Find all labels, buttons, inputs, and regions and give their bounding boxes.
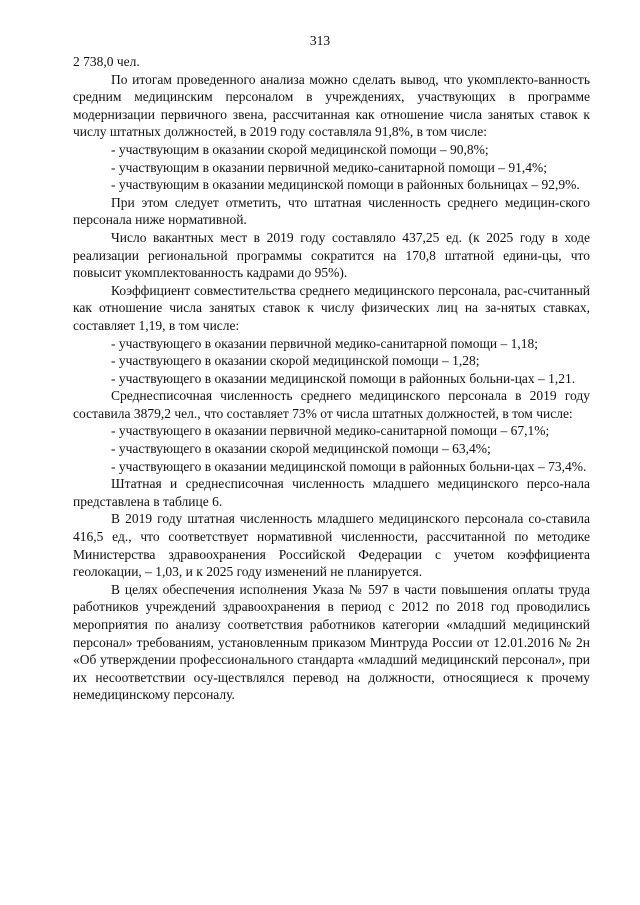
list-item: - участвующим в оказании скорой медицинской помощи – 90,8%;	[111, 141, 489, 157]
paragraph-6: При этом следует отметить, что штатная численность среднего медицин-ского персонала ниже нормативной.	[73, 194, 590, 228]
paragraph-18: В целях обеспечения исполнения Указа № 597 в части повышения оплаты труда работников учреждений здравоохранения в период с 2012 по 2018 год проводились мероприятия по анализу соответствия работников категории «младший медицинский персонал» требованиям, установленным приказом Минтруда России от 12.01.2016 № 2н «Об утверждении профессионального стандарта «младший медицинский персонал», при их несоответствии осу-ществлялся перевод на должности, относящиеся к прочему немедицинскому персоналу.	[73, 581, 590, 703]
list-item: - участвующего в оказании первичной медико-санитарной помощи – 67,1%;	[111, 423, 550, 439]
document-body	[73, 53, 590, 704]
list-item: - участвующего в оказании скорой медицинской помощи – 1,28;	[111, 353, 480, 369]
list-item: - участвующего в оказании скорой медицинской помощи – 63,4%;	[111, 441, 491, 457]
list-item: - участвующим в оказании первичной медико-санитарной помощи – 91,4%;	[111, 159, 548, 175]
paragraph-12: Среднесписочная численность среднего медицинского персонала в 2019 году составила 3879,2 чел., что составляет 73% от числа штатных должностей, в том числе:	[73, 388, 590, 421]
list-item: - участвующего в оказании медицинской помощи в районных больни-цах – 73,4%.	[111, 458, 587, 474]
paragraph-17: В 2019 году штатная численность младшего медицинского персонала со-ставила 416,5 ед., что соответствует нормативной численности, рассчитанной по методике Министерства здравоохранения Российской Федерации с учетом коэффициента геолокации, – 1,03, и к 2025 году изменений не планируется.	[73, 511, 590, 580]
paragraph-2: По итогам проведенного анализа можно сделать вывод, что укомплекто-ванность средним медицинским персоналом в учреждениях, участвующих в программе модернизации первичного звена, рассчитанная как отношение числа занятых ставок к числу штатных должностей, в 2019 году составляла 91,8%, в том числе:	[73, 71, 590, 140]
list-item: - участвующего в оказании медицинской помощи в районных больни-цах – 1,21.	[111, 370, 576, 386]
paragraph-16: Штатная и среднесписочная численность младшего медицинского персо-нала представлена в таблице 6.	[73, 476, 590, 509]
list-item: - участвующим в оказании медицинской помощи в районных больницах – 92,9%.	[111, 177, 580, 193]
page-number: 313	[309, 33, 331, 48]
paragraph-1: 2 738,0 чел.	[73, 54, 140, 69]
paragraph-7: Число вакантных мест в 2019 году составляло 437,25 ед. (к 2025 году в ходе реализации региональной программы сократится на 170,8 штатной едини-цы, что повысит укомплектованность кадрами до 95%).	[73, 229, 590, 281]
paragraph-8: Коэффициент совместительства среднего медицинского персонала, рас-считанный как отношение числа занятых ставок к числу физических лиц на за-нятых ставках, составляет 1,19, в том числе:	[73, 282, 590, 333]
list-item: - участвующего в оказании первичной медико-санитарной помощи – 1,18;	[111, 335, 538, 351]
